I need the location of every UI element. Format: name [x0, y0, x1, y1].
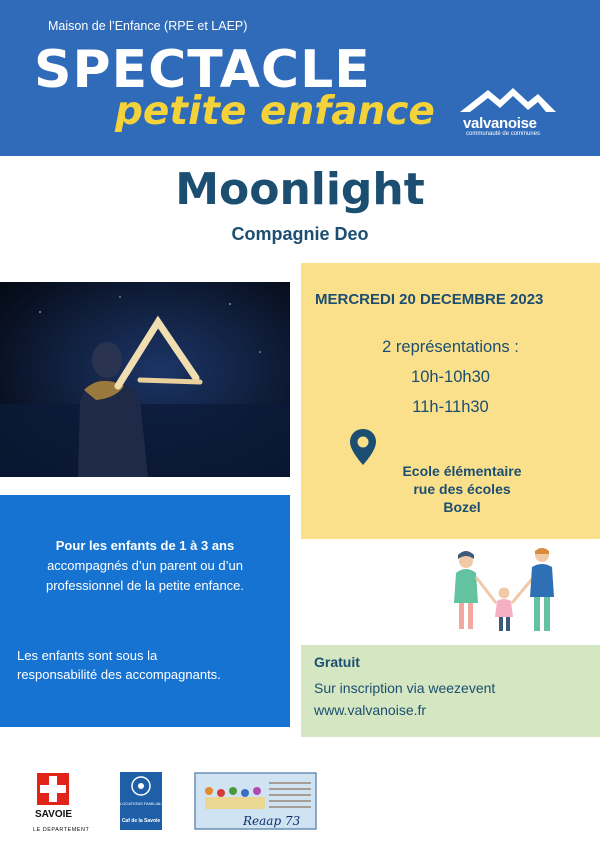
savoie-logo-subtext: LE DÉPARTEMENT	[33, 827, 90, 833]
savoie-logo-text: SAVOIE	[35, 809, 73, 820]
performance-time-1: 10h-10h30	[411, 368, 490, 386]
savoie-logo	[33, 773, 93, 833]
show-title: Moonlight	[175, 164, 425, 215]
venue-line-2: rue des écoles	[413, 481, 511, 497]
performance-time-2: 11h-11h30	[412, 398, 489, 416]
caf-logo-label: ALLOCATIONS FAMILIALES	[115, 801, 167, 806]
performances-count: 2 représentations :	[382, 338, 519, 356]
audience-heading: Pour les enfants de 1 à 3 ans	[55, 538, 235, 553]
audience-line-2: professionnel de la petite enfance.	[45, 578, 245, 593]
signup-info: Sur inscription via weezevent	[314, 680, 496, 696]
company-name: Compagnie Deo	[231, 224, 369, 244]
price-label: Gratuit	[314, 654, 360, 670]
audience-note-2: responsabilité des accompagnants.	[17, 667, 221, 682]
event-date: MERCREDI 20 DECEMBRE 2023	[315, 291, 544, 308]
caf-logo	[115, 772, 167, 830]
caf-logo-sub: Caf de la Savoie	[121, 818, 161, 824]
performer-photo	[0, 282, 290, 477]
audience-line-1: accompagnés d’un parent ou d’un	[47, 558, 243, 573]
valvanoise-logo-text: valvanoise	[463, 115, 537, 132]
location-pin-icon	[349, 428, 377, 466]
mountain-logo-icon	[458, 84, 558, 114]
reaap-logo-text: Reaap 73	[243, 814, 301, 828]
audience-note-1: Les enfants sont sous la	[17, 648, 158, 663]
venue-address	[362, 462, 562, 516]
header-kicker: Maison de l’Enfance (RPE et LAEP)	[48, 19, 248, 33]
valvanoise-logo-tagline: communauté de communes	[466, 131, 541, 137]
venue-line-3: Bozel	[443, 499, 481, 515]
poster-title: SPECTACLE	[34, 40, 371, 100]
reaap-logo	[195, 773, 316, 829]
audience-box	[0, 495, 290, 727]
website-link[interactable]: www.valvanoise.fr	[314, 702, 427, 718]
family-illustration	[436, 545, 576, 635]
venue-line-1: Ecole élémentaire	[402, 463, 522, 479]
poster-subtitle: petite enfance	[115, 89, 435, 134]
